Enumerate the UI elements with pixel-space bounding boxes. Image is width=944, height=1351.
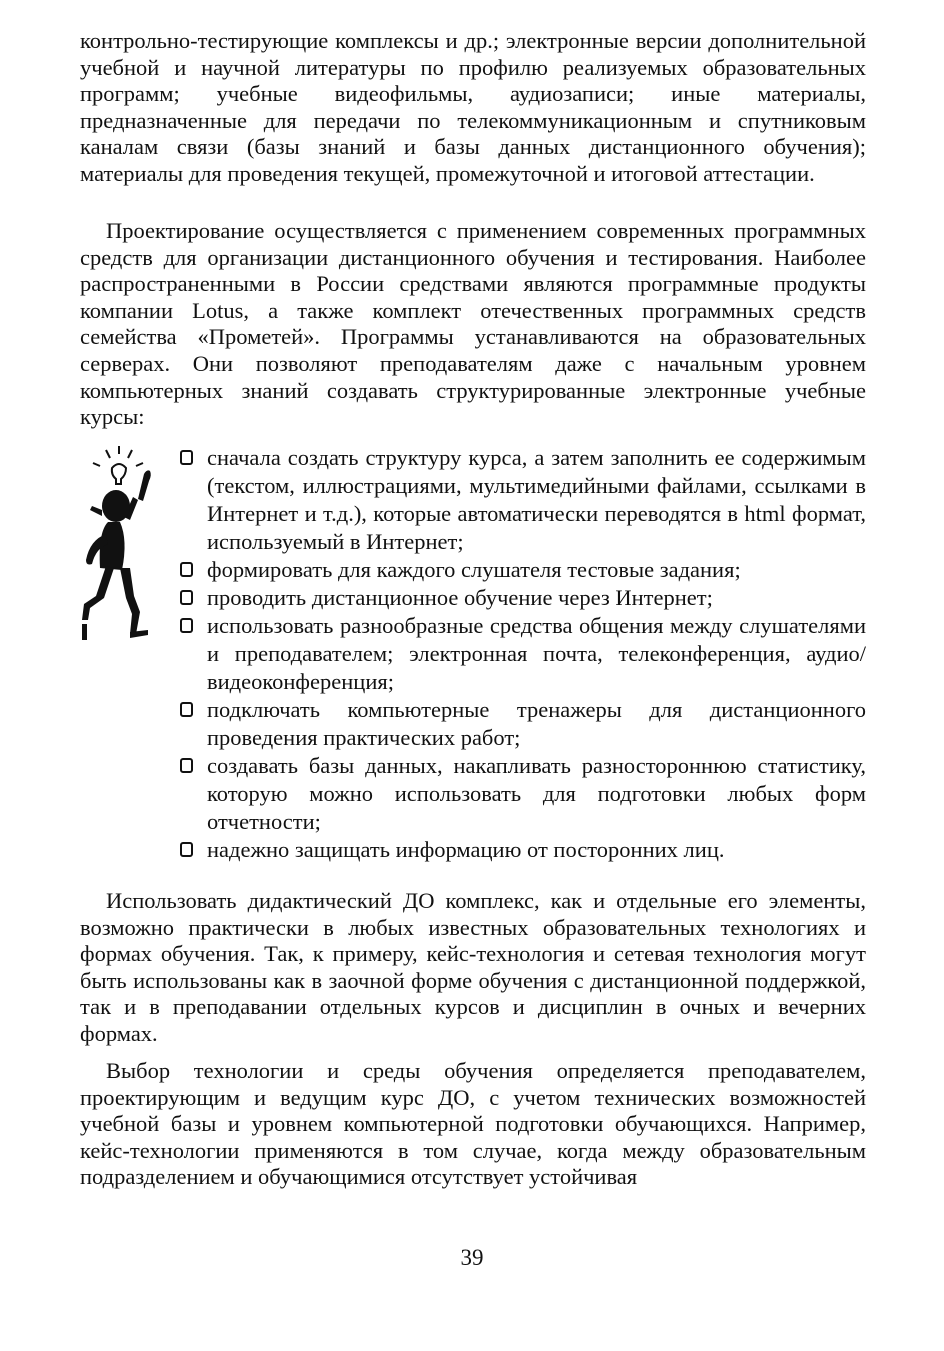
list-item	[180, 752, 866, 836]
checkbox-square-icon	[180, 702, 193, 717]
feature-list-block	[80, 444, 866, 874]
checkbox-square-icon	[180, 450, 193, 465]
list-item	[180, 584, 866, 612]
paragraph-2	[80, 218, 866, 431]
list-item	[180, 612, 866, 696]
list-item-text: использовать разнообразные средства общения между слушателями и преподавателем; электронная почта, телеконференция, аудио/видеоконференция;	[207, 613, 866, 694]
checkbox-square-icon	[180, 842, 193, 857]
checkbox-square-icon	[180, 618, 193, 633]
idea-figure-icon	[80, 444, 166, 654]
paragraph-text: контрольно-тестирующие комплексы и др.; электронные версии дополнительной учебной и научной литературы по профилю реализуемых образовательных программ; учебные видеофильмы, аудиозаписи; иные материалы, предназначенные для передачи по телекоммуникационным и спутниковым каналам связи (базы знаний и базы данных дистанционного обучения); материалы для проведения текущей, промежуточной и итоговой аттестации.	[80, 28, 866, 186]
list-item	[180, 836, 866, 864]
paragraph-1	[80, 28, 866, 188]
feature-list	[180, 444, 866, 864]
paragraph-text: Выбор технологии и среды обучения определяется преподавателем, проектирующим и ведущим курс ДО, с учетом технических возможностей учебной базы и уровнем компьютерной подготовки обучающихся. Например, кейс-технологии применяются в том случае, когда между образовательным подразделением и обучающимися отсутствует устойчивая	[80, 1058, 866, 1190]
paragraph-3	[80, 888, 866, 1048]
list-item-text: сначала создать структуру курса, а затем заполнить ее содержимым (текстом, иллюстрациями, мультимедийными файлами, ссылками в Интернет и т.д.), которые автоматически переводятся в html формат, используемый в Интернет;	[207, 445, 866, 554]
checkbox-square-icon	[180, 562, 193, 577]
paragraph-4	[80, 1058, 866, 1191]
list-item-text: проводить дистанционное обучение через Интернет;	[207, 585, 713, 610]
list-item	[180, 696, 866, 752]
list-item-text: надежно защищать информацию от посторонних лиц.	[207, 837, 725, 862]
checkbox-square-icon	[180, 590, 193, 605]
list-item-text: создавать базы данных, накапливать разностороннюю статистику, которую можно использовать для подготовки любых форм отчетности;	[207, 753, 866, 834]
list-item-text: подключать компьютерные тренажеры для дистанционного проведения практических работ;	[207, 697, 866, 750]
list-item-text: формировать для каждого слушателя тестовые задания;	[207, 557, 741, 582]
page-number: 39	[460, 1245, 484, 1270]
paragraph-text: Проектирование осуществляется с применением современных программных средств для организации дистанционного обучения и тестирования. Наиболее распространенными в России средствами являются программные продукты компании Lotus, а также комплект отечественных программных средств семейства «Прометей». Программы устанавливаются на образовательных серверах. Они позволяют преподавателям даже с начальным уровнем компьютерных знаний создавать структурированные электронные учебные курсы:	[80, 218, 866, 430]
checkbox-square-icon	[180, 758, 193, 773]
list-item	[180, 444, 866, 556]
paragraph-text: Использовать дидактический ДО комплекс, как и отдельные его элементы, возможно практически в любых известных образовательных технологиях и формах обучения. Так, к примеру, кейс-технология и сетевая технология могут быть использованы как в заочной форме обучения с дистанционной поддержкой, так и в преподавании отдельных курсов и дисциплин в очных и вечерних формах.	[80, 888, 866, 1046]
list-item	[180, 556, 866, 584]
